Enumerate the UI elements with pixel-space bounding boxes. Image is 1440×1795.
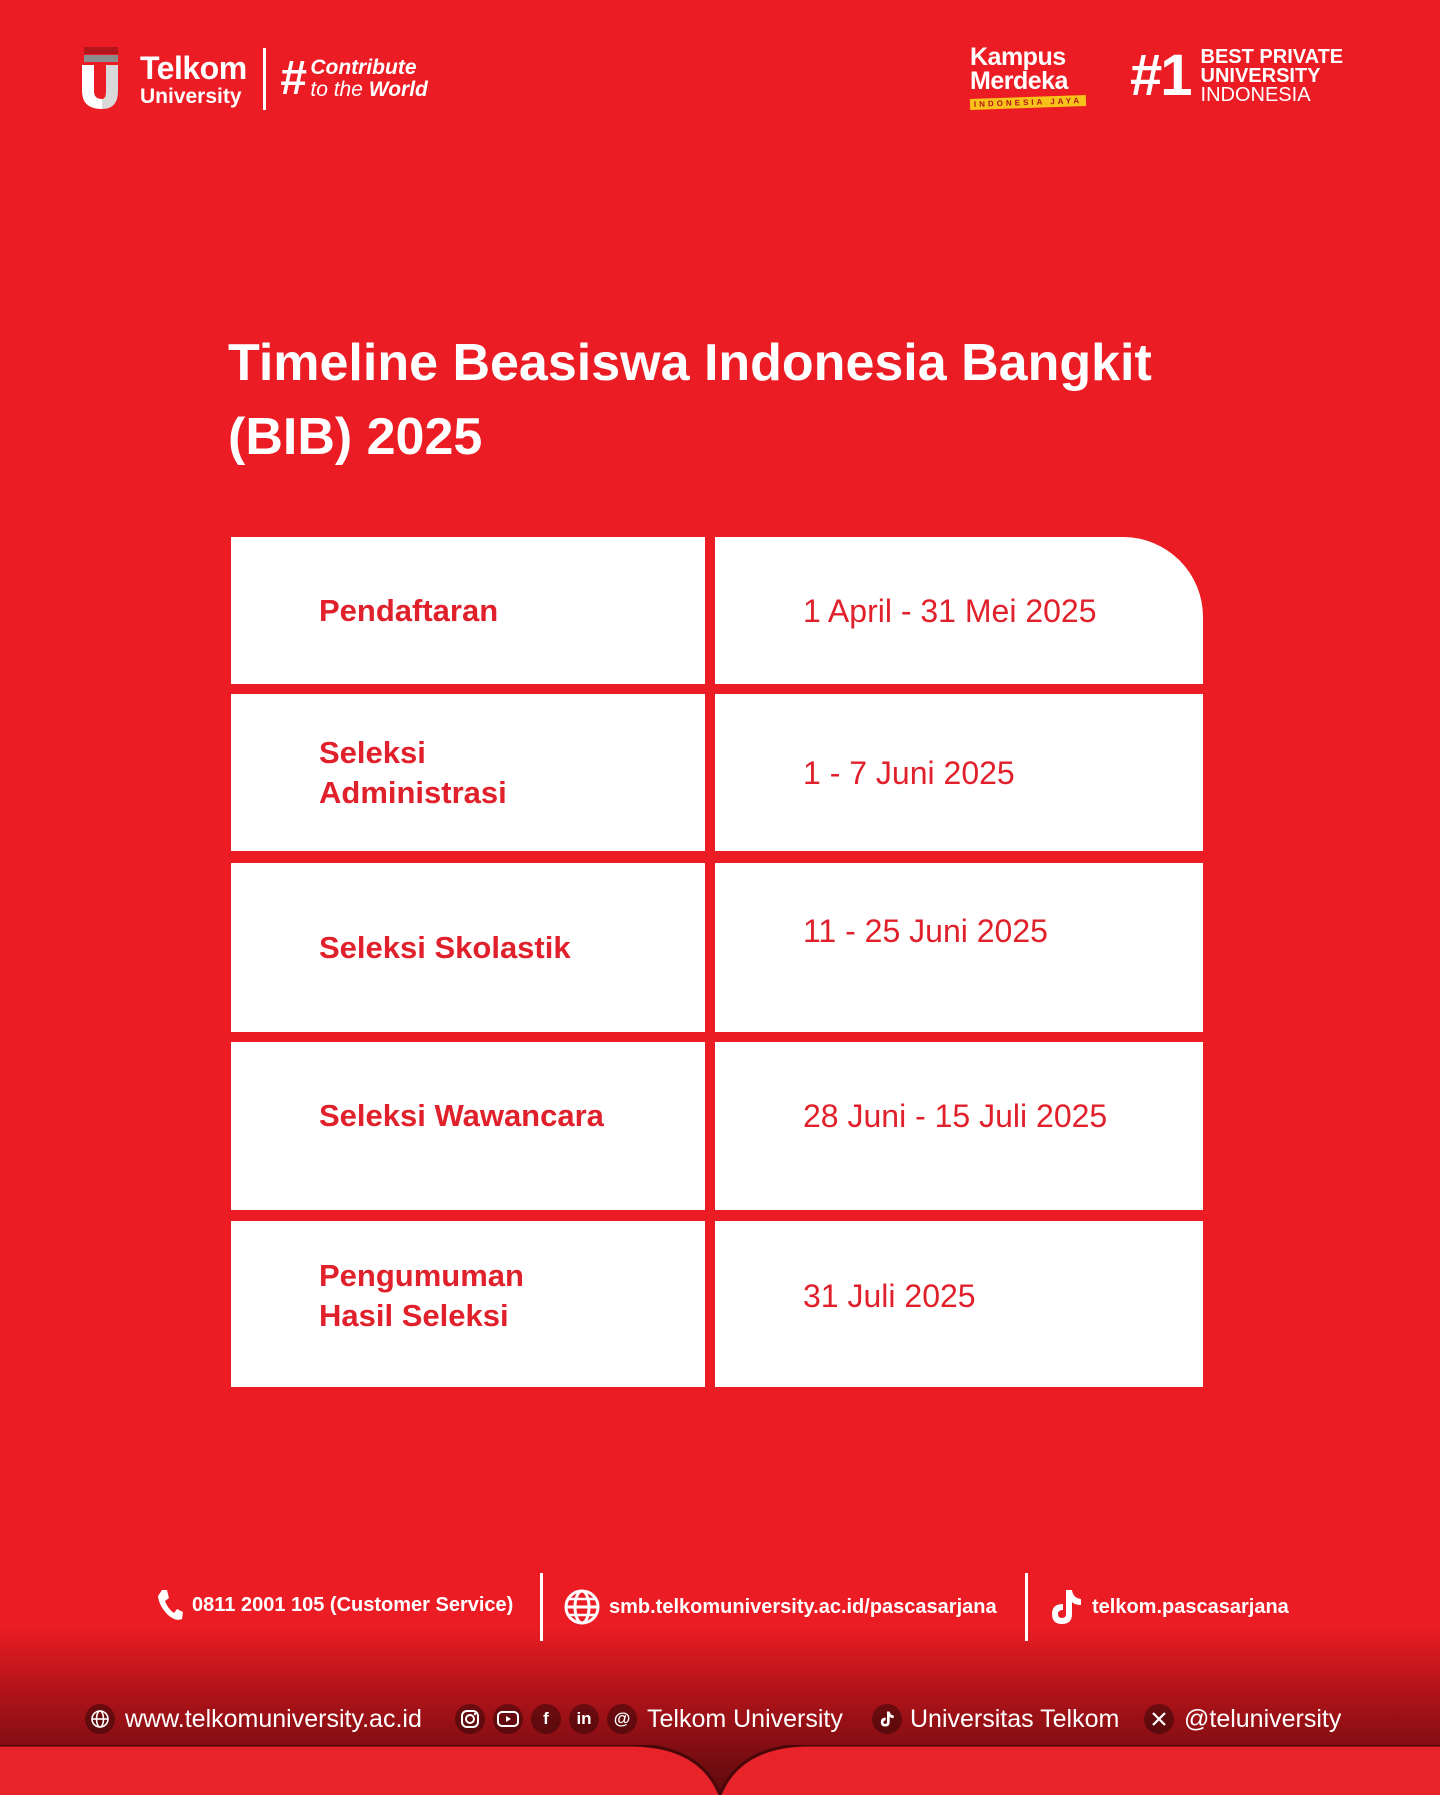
best-line-1: BEST PRIVATE	[1200, 45, 1344, 68]
threads-icon[interactable]: @	[607, 1704, 637, 1734]
tiktok-icon	[872, 1704, 902, 1734]
facebook-icon[interactable]: f	[531, 1704, 561, 1734]
website-url: smb.telkomuniversity.ac.id/pascasarjana	[609, 1595, 997, 1618]
bottom-wave-decoration	[0, 1745, 1440, 1795]
header-divider	[263, 48, 266, 110]
date-cell	[715, 1042, 1203, 1210]
tiktok-icon	[1048, 1588, 1084, 1626]
telkom-university-logo	[80, 44, 428, 114]
footer-x[interactable]	[1144, 1704, 1341, 1734]
contact-divider	[540, 1573, 543, 1641]
tagline-line-2b: World	[368, 78, 428, 101]
x-handle: @teluniversity	[1184, 1704, 1342, 1733]
youtube-icon[interactable]	[493, 1704, 523, 1734]
indonesia-jaya-text: INDONESIA JAYA	[970, 94, 1086, 109]
timeline-row	[231, 694, 1203, 851]
footer-website[interactable]	[85, 1704, 422, 1734]
date-label: 28 Juni - 15 Juli 2025	[803, 1097, 1108, 1134]
date-label: 1 April - 31 Mei 2025	[803, 592, 1097, 629]
linkedin-icon[interactable]: in	[569, 1704, 599, 1734]
phone-icon	[156, 1588, 184, 1622]
date-cell	[715, 1221, 1203, 1387]
social-icons	[455, 1704, 843, 1734]
tiktok-handle: telkom.pascasarjana	[1092, 1595, 1289, 1618]
date-cell	[715, 694, 1203, 851]
stage-cell	[231, 863, 705, 1032]
brand-name: Telkom	[140, 49, 247, 86]
contact-bar	[0, 1568, 1440, 1648]
hashtag: #	[279, 52, 307, 105]
instagram-icon[interactable]	[455, 1704, 485, 1734]
stage-cell	[231, 694, 705, 851]
date-label: 31 Juli 2025	[803, 1277, 976, 1314]
date-cell	[715, 863, 1203, 1032]
footer-website-url: www.telkomuniversity.ac.id	[125, 1704, 422, 1733]
social-row	[0, 1690, 1440, 1750]
kampus-text: Kampus	[970, 43, 1066, 71]
kampus-merdeka-logo	[970, 43, 1096, 112]
tu-logo-mark	[80, 47, 130, 111]
contact-divider	[1025, 1573, 1028, 1641]
tagline-line-1: Contribute	[310, 55, 417, 79]
page-title: Timeline Beasiswa Indonesia Bangkit (BIB) 2025	[228, 334, 1152, 466]
best-line-2: UNIVERSITY	[1200, 64, 1321, 87]
timeline-row	[231, 1042, 1203, 1210]
website-contact[interactable]	[563, 1588, 997, 1626]
stage-cell	[231, 1042, 705, 1210]
stage-label: Pengumuman Hasil Seleksi	[319, 1257, 524, 1333]
timeline-row	[231, 1221, 1203, 1387]
stage-cell	[231, 537, 705, 684]
x-icon	[1144, 1704, 1174, 1734]
best-private-badge	[1130, 43, 1344, 108]
timeline-row	[231, 863, 1203, 1032]
social-account-name: Telkom University	[647, 1704, 843, 1733]
merdeka-text: Merdeka	[970, 66, 1068, 95]
tagline-line-2a: to the	[310, 78, 363, 101]
stage-label: Seleksi Wawancara	[319, 1097, 604, 1133]
brand-sub: University	[140, 84, 242, 108]
phone-contact[interactable]	[156, 1588, 513, 1622]
tiktok-account-name: Universitas Telkom	[910, 1704, 1120, 1733]
tiktok-contact[interactable]	[1048, 1588, 1289, 1626]
rank-number: #1	[1130, 43, 1191, 108]
stage-label: Seleksi Administrasi	[319, 734, 507, 810]
stage-label: Seleksi Skolastik	[319, 929, 571, 965]
best-line-3: INDONESIA	[1200, 83, 1311, 106]
globe-icon	[563, 1588, 601, 1626]
date-label: 11 - 25 Juni 2025	[803, 912, 1048, 949]
timeline-row	[231, 537, 1203, 684]
phone-number: 0811 2001 105 (Customer Service)	[192, 1593, 514, 1616]
date-label: 1 - 7 Juni 2025	[803, 754, 1015, 791]
date-cell	[715, 537, 1203, 684]
globe-icon	[85, 1704, 115, 1734]
stage-cell	[231, 1221, 705, 1387]
stage-label: Pendaftaran	[319, 592, 499, 628]
footer-tiktok[interactable]	[872, 1704, 1119, 1734]
